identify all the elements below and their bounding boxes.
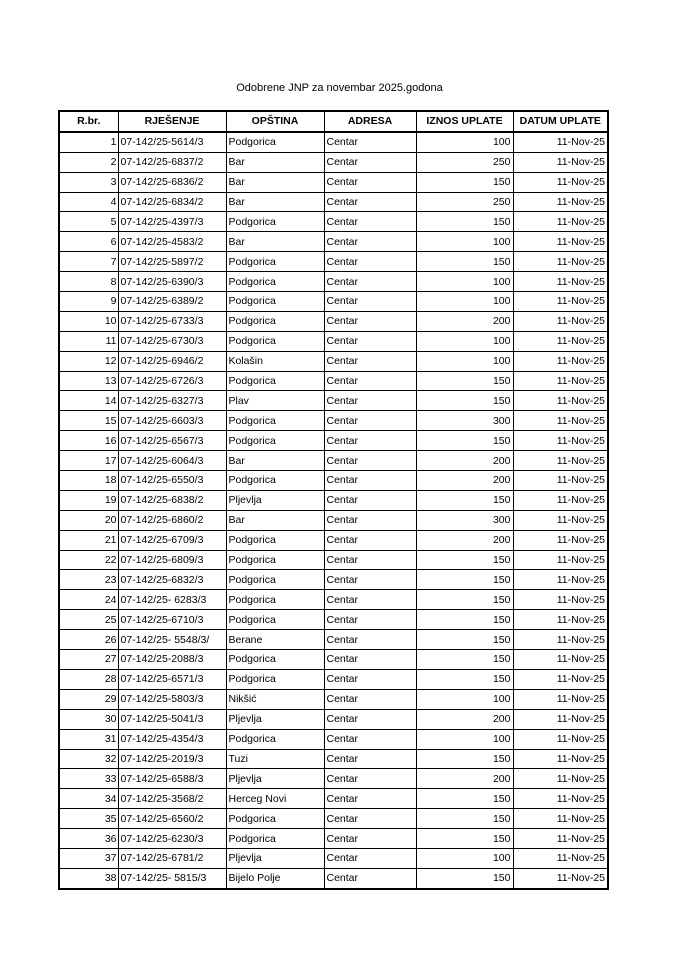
cell-datum: 11-Nov-25 [513,252,608,272]
table-row [59,630,608,650]
cell-rjesenje: 07-142/25-4354/3 [118,729,226,749]
cell-iznos: 150 [416,789,513,809]
cell-rjesenje: 07-142/25-6730/3 [118,331,226,351]
table-row [59,868,608,888]
cell-opstina: Podgorica [226,311,324,331]
cell-iznos: 150 [416,669,513,689]
cell-datum: 11-Nov-25 [513,232,608,252]
cell-adresa: Centar [324,192,416,212]
cell-adresa: Centar [324,650,416,670]
cell-adresa: Centar [324,829,416,849]
table-row [59,192,608,212]
cell-iznos: 100 [416,848,513,868]
cell-datum: 11-Nov-25 [513,172,608,192]
cell-rbr: 21 [59,530,118,550]
cell-iznos: 100 [416,132,513,152]
table-row [59,232,608,252]
cell-opstina: Pljevlja [226,709,324,729]
cell-datum: 11-Nov-25 [513,451,608,471]
cell-rbr: 8 [59,272,118,292]
cell-rbr: 36 [59,829,118,849]
cell-opstina: Bar [226,451,324,471]
header-datum-uplate: DATUM UPLATE [513,111,608,132]
cell-iznos: 150 [416,431,513,451]
table-row [59,132,608,152]
cell-iznos: 100 [416,292,513,312]
cell-opstina: Bar [226,510,324,530]
table-row [59,252,608,272]
cell-rjesenje: 07-142/25-6571/3 [118,669,226,689]
table-row [59,471,608,491]
cell-rjesenje: 07-142/25-6230/3 [118,829,226,849]
cell-rjesenje: 07-142/25-5803/3 [118,689,226,709]
cell-adresa: Centar [324,132,416,152]
cell-rjesenje: 07-142/25-6809/3 [118,550,226,570]
cell-iznos: 150 [416,868,513,888]
table-row [59,311,608,331]
cell-adresa: Centar [324,411,416,431]
cell-opstina: Podgorica [226,829,324,849]
table-row [59,848,608,868]
cell-adresa: Centar [324,172,416,192]
cell-iznos: 150 [416,829,513,849]
cell-rbr: 4 [59,192,118,212]
cell-iznos: 250 [416,192,513,212]
cell-adresa: Centar [324,530,416,550]
cell-rbr: 16 [59,431,118,451]
cell-iznos: 150 [416,172,513,192]
cell-opstina: Podgorica [226,530,324,550]
cell-opstina: Podgorica [226,292,324,312]
cell-datum: 11-Nov-25 [513,292,608,312]
cell-iznos: 150 [416,212,513,232]
cell-rjesenje: 07-142/25-5897/2 [118,252,226,272]
cell-opstina: Herceg Novi [226,789,324,809]
table-row [59,172,608,192]
cell-rbr: 29 [59,689,118,709]
cell-rbr: 19 [59,490,118,510]
cell-rjesenje: 07-142/25-2019/3 [118,749,226,769]
cell-adresa: Centar [324,570,416,590]
cell-datum: 11-Nov-25 [513,331,608,351]
cell-opstina: Pljevlja [226,490,324,510]
cell-rbr: 30 [59,709,118,729]
table-row [59,650,608,670]
cell-datum: 11-Nov-25 [513,769,608,789]
cell-rbr: 34 [59,789,118,809]
cell-rjesenje: 07-142/25-6389/2 [118,292,226,312]
page-title: Odobrene JNP za novembar 2025.godona [236,82,443,94]
table-row [59,391,608,411]
cell-datum: 11-Nov-25 [513,391,608,411]
cell-datum: 11-Nov-25 [513,590,608,610]
cell-opstina: Podgorica [226,411,324,431]
header-rjesenje: RJEŠENJE [118,111,226,132]
table-row [59,371,608,391]
cell-datum: 11-Nov-25 [513,371,608,391]
table-row [59,550,608,570]
cell-opstina: Tuzi [226,749,324,769]
table-row [59,510,608,530]
cell-datum: 11-Nov-25 [513,610,608,630]
cell-iznos: 100 [416,729,513,749]
cell-datum: 11-Nov-25 [513,510,608,530]
cell-rjesenje: 07-142/25- 6283/3 [118,590,226,610]
table-row [59,411,608,431]
cell-rjesenje: 07-142/25-6710/3 [118,610,226,630]
header-rbr: R.br. [59,111,118,132]
cell-iznos: 150 [416,630,513,650]
cell-opstina: Podgorica [226,252,324,272]
table-row [59,769,608,789]
table-header-row [59,111,608,132]
cell-datum: 11-Nov-25 [513,868,608,888]
cell-datum: 11-Nov-25 [513,669,608,689]
cell-rjesenje: 07-142/25-6832/3 [118,570,226,590]
cell-iznos: 150 [416,550,513,570]
table-row [59,152,608,172]
cell-datum: 11-Nov-25 [513,789,608,809]
cell-rbr: 14 [59,391,118,411]
cell-datum: 11-Nov-25 [513,212,608,232]
cell-rjesenje: 07-142/25-6567/3 [118,431,226,451]
cell-rbr: 13 [59,371,118,391]
cell-iznos: 200 [416,451,513,471]
cell-iznos: 150 [416,391,513,411]
cell-datum: 11-Nov-25 [513,471,608,491]
table-row [59,431,608,451]
cell-adresa: Centar [324,331,416,351]
cell-rjesenje: 07-142/25-6860/2 [118,510,226,530]
cell-rjesenje: 07-142/25-6390/3 [118,272,226,292]
cell-datum: 11-Nov-25 [513,809,608,829]
cell-rjesenje: 07-142/25-6733/3 [118,311,226,331]
cell-rjesenje: 07-142/25-6327/3 [118,391,226,411]
cell-iznos: 150 [416,252,513,272]
cell-iznos: 150 [416,610,513,630]
cell-iznos: 300 [416,411,513,431]
cell-adresa: Centar [324,252,416,272]
cell-datum: 11-Nov-25 [513,630,608,650]
cell-rbr: 32 [59,749,118,769]
cell-rjesenje: 07-142/25-5041/3 [118,709,226,729]
payments-table [58,110,609,890]
cell-iznos: 150 [416,590,513,610]
cell-rbr: 38 [59,868,118,888]
cell-opstina: Berane [226,630,324,650]
cell-opstina: Podgorica [226,331,324,351]
cell-adresa: Centar [324,550,416,570]
cell-rjesenje: 07-142/25-6834/2 [118,192,226,212]
cell-opstina: Podgorica [226,212,324,232]
cell-adresa: Centar [324,789,416,809]
cell-adresa: Centar [324,371,416,391]
cell-iznos: 250 [416,152,513,172]
cell-iznos: 100 [416,689,513,709]
cell-rbr: 2 [59,152,118,172]
cell-rbr: 28 [59,669,118,689]
cell-adresa: Centar [324,868,416,888]
cell-opstina: Pljevlja [226,769,324,789]
cell-adresa: Centar [324,351,416,371]
cell-adresa: Centar [324,152,416,172]
cell-opstina: Plav [226,391,324,411]
cell-opstina: Podgorica [226,371,324,391]
cell-rjesenje: 07-142/25-6064/3 [118,451,226,471]
cell-rbr: 25 [59,610,118,630]
cell-rbr: 22 [59,550,118,570]
cell-iznos: 100 [416,351,513,371]
cell-datum: 11-Nov-25 [513,829,608,849]
cell-rbr: 26 [59,630,118,650]
cell-adresa: Centar [324,729,416,749]
table-row [59,689,608,709]
cell-iznos: 200 [416,471,513,491]
cell-datum: 11-Nov-25 [513,570,608,590]
cell-rbr: 7 [59,252,118,272]
cell-opstina: Bijelo Polje [226,868,324,888]
cell-datum: 11-Nov-25 [513,729,608,749]
cell-iznos: 100 [416,232,513,252]
cell-adresa: Centar [324,848,416,868]
cell-adresa: Centar [324,769,416,789]
cell-datum: 11-Nov-25 [513,411,608,431]
cell-rbr: 37 [59,848,118,868]
cell-datum: 11-Nov-25 [513,689,608,709]
cell-opstina: Podgorica [226,550,324,570]
cell-rbr: 33 [59,769,118,789]
cell-rbr: 10 [59,311,118,331]
table-row [59,709,608,729]
cell-iznos: 150 [416,371,513,391]
table-row [59,669,608,689]
header-adresa: ADRESA [324,111,416,132]
table-row [59,451,608,471]
table-row [59,331,608,351]
cell-rjesenje: 07-142/25-6603/3 [118,411,226,431]
cell-datum: 11-Nov-25 [513,152,608,172]
cell-datum: 11-Nov-25 [513,550,608,570]
cell-rjesenje: 07-142/25-6837/2 [118,152,226,172]
cell-rbr: 9 [59,292,118,312]
table-row [59,570,608,590]
cell-rjesenje: 07-142/25-6709/3 [118,530,226,550]
cell-opstina: Podgorica [226,610,324,630]
cell-adresa: Centar [324,272,416,292]
cell-rjesenje: 07-142/25-6838/2 [118,490,226,510]
table-row [59,272,608,292]
cell-rbr: 15 [59,411,118,431]
cell-rjesenje: 07-142/25-3568/2 [118,789,226,809]
cell-rjesenje: 07-142/25-6560/2 [118,809,226,829]
cell-rjesenje: 07-142/25-6781/2 [118,848,226,868]
header-opstina: OPŠTINA [226,111,324,132]
cell-adresa: Centar [324,669,416,689]
cell-adresa: Centar [324,292,416,312]
cell-opstina: Kolašin [226,351,324,371]
cell-opstina: Podgorica [226,729,324,749]
cell-rjesenje: 07-142/25- 5548/3/ [118,630,226,650]
cell-iznos: 200 [416,709,513,729]
cell-adresa: Centar [324,471,416,491]
cell-rjesenje: 07-142/25-5614/3 [118,132,226,152]
cell-opstina: Podgorica [226,471,324,491]
cell-datum: 11-Nov-25 [513,351,608,371]
cell-opstina: Bar [226,152,324,172]
cell-opstina: Podgorica [226,809,324,829]
cell-adresa: Centar [324,431,416,451]
cell-opstina: Podgorica [226,272,324,292]
cell-adresa: Centar [324,709,416,729]
cell-opstina: Bar [226,232,324,252]
cell-opstina: Podgorica [226,669,324,689]
cell-iznos: 150 [416,809,513,829]
cell-datum: 11-Nov-25 [513,311,608,331]
cell-rbr: 3 [59,172,118,192]
cell-rjesenje: 07-142/25-6550/3 [118,471,226,491]
table-row [59,749,608,769]
cell-rbr: 17 [59,451,118,471]
cell-datum: 11-Nov-25 [513,490,608,510]
cell-rjesenje: 07-142/25-4583/2 [118,232,226,252]
cell-opstina: Pljevlja [226,848,324,868]
header-iznos-uplate: IZNOS UPLATE [416,111,513,132]
table-row [59,351,608,371]
cell-adresa: Centar [324,610,416,630]
cell-datum: 11-Nov-25 [513,272,608,292]
table-row [59,789,608,809]
cell-datum: 11-Nov-25 [513,530,608,550]
cell-opstina: Nikšić [226,689,324,709]
cell-rbr: 1 [59,132,118,152]
cell-iznos: 150 [416,570,513,590]
cell-adresa: Centar [324,311,416,331]
cell-adresa: Centar [324,749,416,769]
cell-adresa: Centar [324,689,416,709]
cell-adresa: Centar [324,490,416,510]
cell-iznos: 100 [416,331,513,351]
table-row [59,530,608,550]
cell-opstina: Podgorica [226,132,324,152]
cell-opstina: Podgorica [226,650,324,670]
cell-rbr: 12 [59,351,118,371]
cell-rbr: 20 [59,510,118,530]
cell-opstina: Podgorica [226,431,324,451]
cell-adresa: Centar [324,391,416,411]
table-row [59,809,608,829]
cell-rbr: 6 [59,232,118,252]
cell-rjesenje: 07-142/25-2088/3 [118,650,226,670]
cell-rjesenje: 07-142/25-6836/2 [118,172,226,192]
cell-rjesenje: 07-142/25-6726/3 [118,371,226,391]
cell-iznos: 150 [416,490,513,510]
cell-datum: 11-Nov-25 [513,192,608,212]
cell-iznos: 150 [416,650,513,670]
cell-iznos: 150 [416,749,513,769]
cell-adresa: Centar [324,451,416,471]
table-row [59,829,608,849]
cell-datum: 11-Nov-25 [513,431,608,451]
table-row [59,729,608,749]
cell-rbr: 11 [59,331,118,351]
cell-adresa: Centar [324,809,416,829]
cell-rbr: 27 [59,650,118,670]
cell-rjesenje: 07-142/25-6588/3 [118,769,226,789]
cell-adresa: Centar [324,510,416,530]
cell-datum: 11-Nov-25 [513,709,608,729]
cell-iznos: 100 [416,272,513,292]
cell-iznos: 200 [416,311,513,331]
cell-datum: 11-Nov-25 [513,749,608,769]
cell-rbr: 31 [59,729,118,749]
cell-adresa: Centar [324,212,416,232]
table-row [59,292,608,312]
cell-adresa: Centar [324,630,416,650]
cell-rbr: 5 [59,212,118,232]
cell-opstina: Bar [226,172,324,192]
cell-opstina: Podgorica [226,570,324,590]
cell-rbr: 24 [59,590,118,610]
cell-opstina: Bar [226,192,324,212]
cell-rbr: 23 [59,570,118,590]
cell-rbr: 18 [59,471,118,491]
table-row [59,590,608,610]
cell-rjesenje: 07-142/25-6946/2 [118,351,226,371]
cell-iznos: 200 [416,530,513,550]
cell-adresa: Centar [324,590,416,610]
table-row [59,610,608,630]
cell-rjesenje: 07-142/25- 5815/3 [118,868,226,888]
cell-rjesenje: 07-142/25-4397/3 [118,212,226,232]
cell-iznos: 200 [416,769,513,789]
cell-iznos: 300 [416,510,513,530]
cell-datum: 11-Nov-25 [513,650,608,670]
cell-rbr: 35 [59,809,118,829]
cell-adresa: Centar [324,232,416,252]
table-row [59,212,608,232]
table-row [59,490,608,510]
cell-datum: 11-Nov-25 [513,848,608,868]
cell-datum: 11-Nov-25 [513,132,608,152]
cell-opstina: Podgorica [226,590,324,610]
